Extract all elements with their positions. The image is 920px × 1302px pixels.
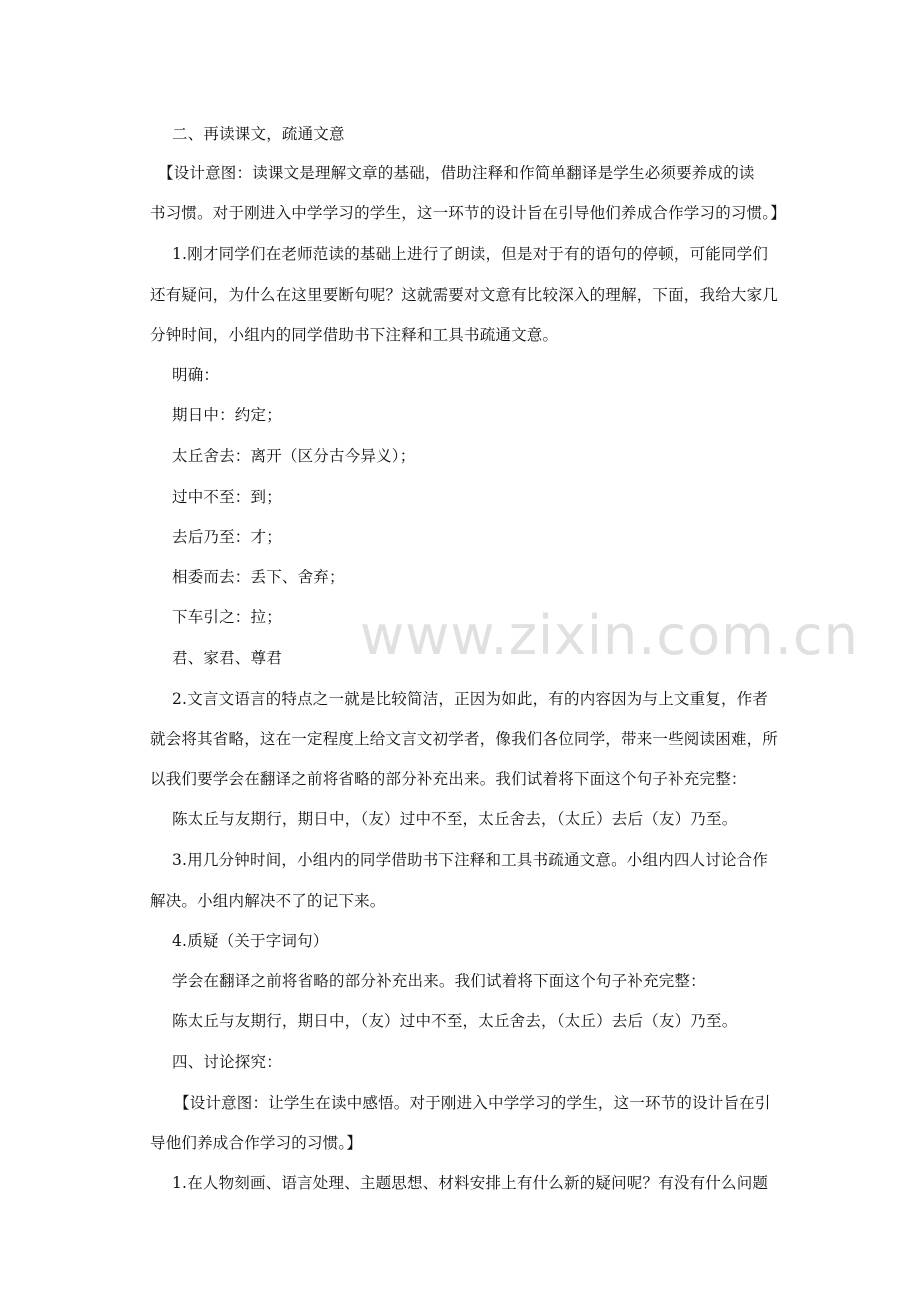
design-intent-paragraph-2: 【设计意图：让学生在读中感悟。对于刚进入中学学习的学生，这一环节的设计旨在引 xyxy=(174,1094,771,1112)
example-sentence: 陈太丘与友期行，期日中，（友）过中不至，太丘舍去，（太丘）去后（友）乃至。 xyxy=(172,1012,738,1030)
item-2-paragraph-cont: 以我们要学会在翻译之前将省略的部分补充出来。我们试着将下面这个句子补充完整： xyxy=(150,770,747,788)
design-intent-paragraph: 【设计意图：读课文是理解文章的基础，借助注释和作简单翻译是学生必须要养成的读 xyxy=(158,164,755,182)
heading-reread-text: 二、再读课文，疏通文意 xyxy=(172,125,345,143)
gloss-line: 君、家君、尊君 xyxy=(172,649,282,667)
item-1-paragraph-cont: 还有疑问，为什么在这里要断句呢？这就需要对文意有比较深入的理解，下面，我给大家几 xyxy=(150,286,779,304)
gloss-line: 下车引之：拉； xyxy=(172,608,282,626)
item-4-paragraph: 学会在翻译之前将省略的部分补充出来。我们试着将下面这个句子补充完整： xyxy=(172,972,706,990)
item-1-paragraph: 1.刚才同学们在老师范读的基础上进行了朗读，但是对于有的语句的停顿，可能同学们 xyxy=(172,245,769,263)
item-3-paragraph-cont: 解决。小组内解决不了的记下来。 xyxy=(150,892,386,910)
design-intent-paragraph-cont: 书习惯。对于刚进入中学学习的学生，这一环节的设计旨在引导他们养成合作学习的习惯。】 xyxy=(150,204,786,222)
gloss-line: 期日中：约定； xyxy=(172,406,282,424)
gloss-line: 太丘舍去：离开（区分古今异义）； xyxy=(172,447,416,465)
gloss-line: 去后乃至：才； xyxy=(172,528,282,546)
item-3-paragraph: 3.用几分钟时间，小组内的同学借助书下注释和工具书疏通文意。小组内四人讨论合作 xyxy=(172,851,769,869)
discussion-item-1: 1.在人物刻画、语言处理、主题思想、材料安排上有什么新的疑问呢？有没有什么问题 xyxy=(172,1174,769,1192)
item-2-paragraph: 2.文言文语言的特点之一就是比较简洁，正因为如此，有的内容因为与上文重复，作者 xyxy=(172,690,769,708)
item-2-paragraph-cont: 就会将其省略，这在一定程度上给文言文初学者，像我们各位同学，带来一些阅读困难，所 xyxy=(150,730,779,748)
item-4-heading: 4.质疑（关于字词句） xyxy=(172,932,329,950)
item-1-paragraph-cont: 分钟时间，小组内的同学借助书下注释和工具书疏通文意。 xyxy=(150,326,559,344)
gloss-line: 相委而去：丢下、舍弃； xyxy=(172,568,345,586)
watermark: www.zixin.com.cn xyxy=(360,604,859,667)
clarify-label: 明确： xyxy=(172,366,220,384)
gloss-line: 过中不至：到； xyxy=(172,488,282,506)
design-intent-paragraph-2-cont: 导他们养成合作学习的习惯。】 xyxy=(150,1134,363,1152)
example-sentence: 陈太丘与友期行，期日中，（友）过中不至，太丘舍去，（太丘）去后（友）乃至。 xyxy=(172,810,738,828)
heading-discussion: 四、讨论探究： xyxy=(172,1053,282,1071)
